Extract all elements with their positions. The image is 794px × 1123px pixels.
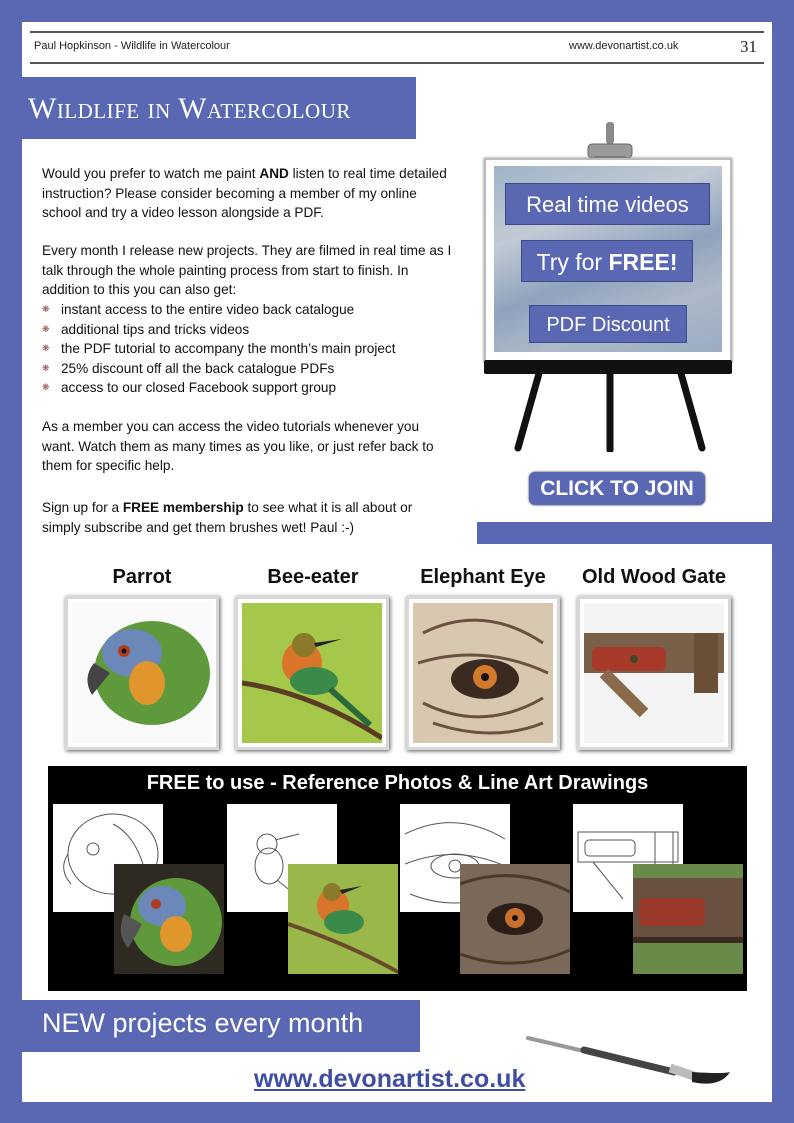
easel-legs-icon [510,370,710,452]
page-title: Wildlife in Watercolour [28,92,351,125]
list-item: ❋ additional tips and tricks videos [42,320,395,340]
list-item: ❋ access to our closed Facebook support group [42,378,395,398]
header-site: www.devonartist.co.uk [569,40,679,52]
gallery-title-elephant-eye: Elephant Eye [420,566,546,588]
bee-eater-painting[interactable] [235,596,389,750]
page-number: 31 [740,37,757,56]
list-item: ❋ 25% discount off all the back catalogue PDFs [42,359,395,379]
intro-paragraph-3: As a member you can access the video tutorials whenever you want. Watch them as many times as you like, or just refer back to them for specific help. [42,419,434,473]
bullet-icon: ❋ [42,323,50,334]
real-time-videos-button[interactable]: Real time videos [505,183,710,225]
pdf-discount-button[interactable]: PDF Discount [529,305,687,343]
intro-paragraph-2: Every month I release new projects. They are filmed in real time as I talk through the whole painting process from start to finish. In addition to this you can also get: [42,243,452,297]
try-free-button[interactable]: Try for FREE! [521,240,693,282]
benefits-list [42,300,395,398]
list-item: ❋ the PDF tutorial to accompany the month’s main project [42,339,395,359]
bullet-icon: ❋ [42,343,50,353]
elephant-eye-painting[interactable] [406,596,560,750]
new-projects-text: NEW projects every month [42,1008,364,1038]
gallery-title-parrot: Parrot [112,566,172,588]
parrot-painting[interactable] [65,596,219,750]
header-rule-top [30,31,764,33]
gallery-title-old-wood-gate: Old Wood Gate [581,566,727,588]
old-wood-gate-reference-photo[interactable] [633,864,743,974]
footer-website-link[interactable]: www.devonartist.co.uk [254,1065,526,1093]
reference-title: FREE to use - Reference Photos & Line Art Drawings [146,772,649,794]
bullet-icon: ❋ [42,362,50,373]
old-wood-gate-painting[interactable] [577,596,731,750]
header-rule-bottom [30,62,764,64]
elephant-eye-reference-photo[interactable] [460,864,570,974]
click-to-join-button[interactable]: CLICK TO JOIN [529,472,705,505]
header-author: Paul Hopkinson - Wildlife in Watercolour [34,40,230,52]
bee-eater-reference-photo[interactable] [288,864,398,974]
intro-paragraph-4: Sign up for a FREE membership to see what it is all about or simply subscribe and get them brushes wet! Paul :-) [42,500,413,535]
parrot-reference-photo[interactable] [114,864,224,974]
bullet-icon: ❋ [42,382,50,392]
intro-paragraph-1: Would you prefer to watch me paint AND listen to real time detailed instruction? Please consider becoming a member of my online school and try a video lesson alongside a PDF. [42,166,447,220]
paintbrush-icon [524,1034,734,1090]
gallery-title-bee-eater: Bee-eater [267,566,359,588]
list-item: ❋ instant access to the entire video back catalogue [42,300,395,320]
bullet-icon: ❋ [42,304,50,314]
